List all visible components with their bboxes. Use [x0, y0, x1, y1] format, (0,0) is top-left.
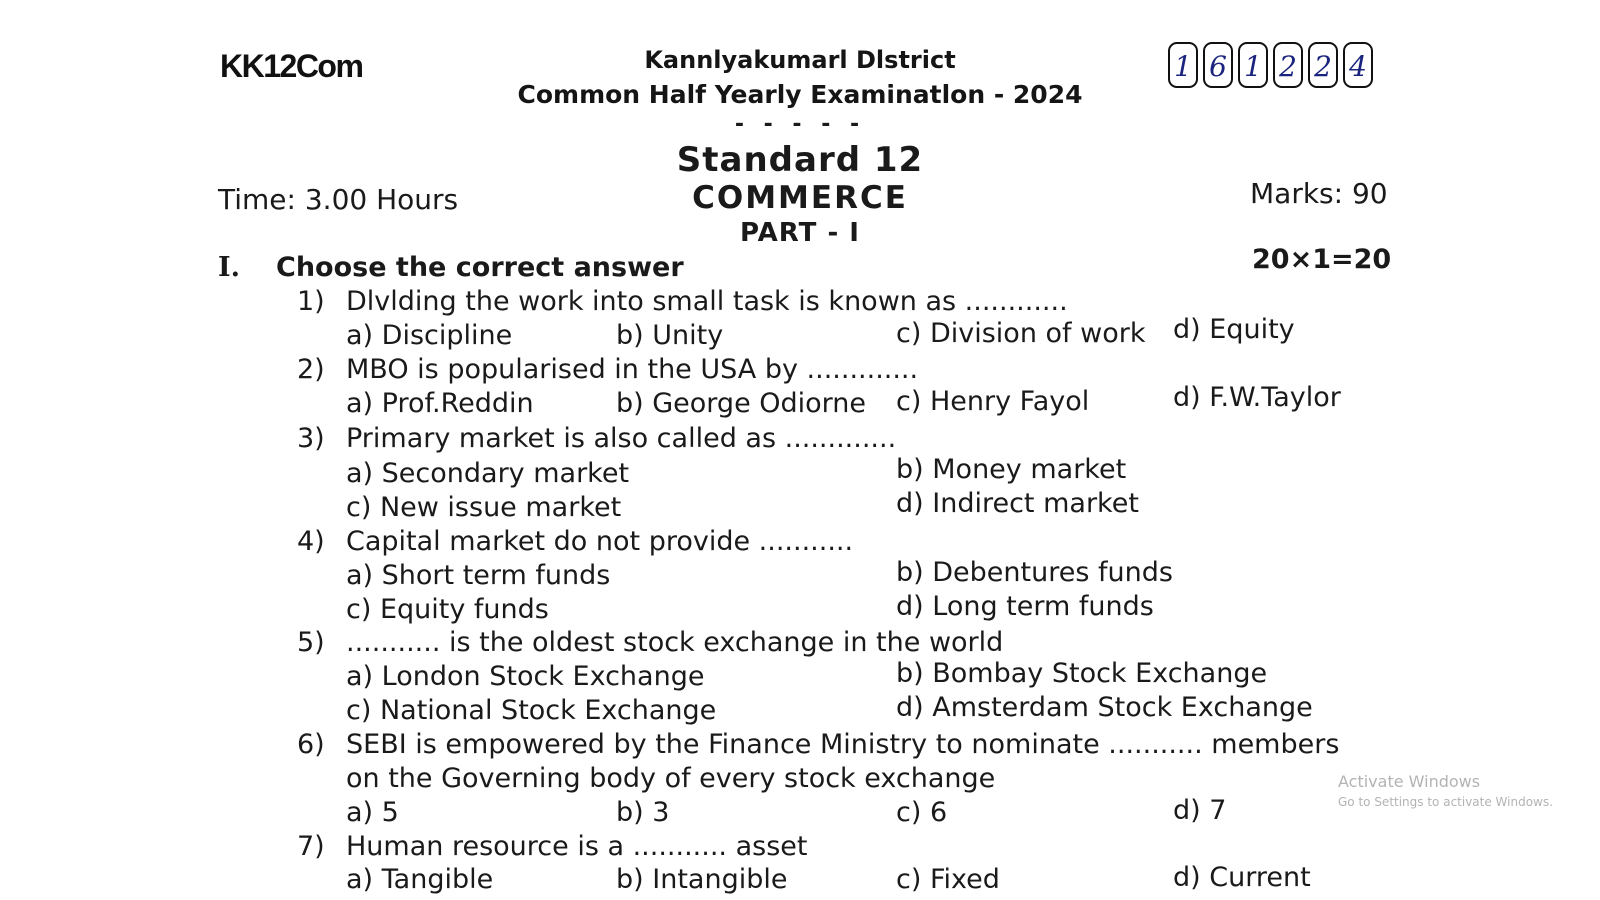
- paper-code-digit: 6: [1203, 42, 1233, 88]
- standard-heading: Standard 12: [676, 140, 924, 180]
- exam-duration: Time: 3.00 Hours: [218, 183, 459, 216]
- option-c: c) 6: [896, 797, 948, 828]
- question-number: 2): [297, 354, 325, 385]
- option-d: d) F.W.Taylor: [1173, 382, 1341, 413]
- question-text: ........... is the oldest stock exchange in the world: [346, 627, 1004, 658]
- question-number: 4): [297, 526, 325, 557]
- option-c: c) New issue market: [346, 492, 622, 523]
- paper-code-digit: 4: [1343, 42, 1373, 88]
- exam-heading: Common Half Yearly Examinatlon - 2024: [517, 80, 1083, 109]
- option-d: d) Indirect market: [896, 488, 1139, 519]
- question-text-continued: on the Governing body of every stock exchange: [346, 763, 996, 794]
- paper-code-digit: 1: [1238, 42, 1268, 88]
- option-a: a) Discipline: [346, 320, 513, 351]
- option-a: a) London Stock Exchange: [346, 661, 705, 692]
- option-b: b) Debentures funds: [896, 557, 1173, 588]
- marking-scheme: 20×1=20: [1252, 244, 1392, 275]
- question-number: 3): [297, 423, 325, 454]
- paper-code-digit: 1: [1168, 42, 1198, 88]
- option-c: c) National Stock Exchange: [346, 695, 717, 726]
- option-b: b) 3: [616, 797, 670, 828]
- option-d: d) Equity: [1173, 314, 1295, 345]
- question-text: Capital market do not provide ...........: [346, 526, 854, 557]
- section-number: I.: [218, 252, 241, 283]
- question-text: MBO is popularised in the USA by .............: [346, 354, 919, 385]
- activate-windows-subtitle: Go to Settings to activate Windows.: [1338, 795, 1553, 809]
- option-b: b) George Odiorne: [616, 388, 867, 419]
- header-separator: - - - - -: [734, 112, 866, 137]
- subject-heading: COMMERCE: [692, 180, 908, 216]
- question-number: 1): [297, 286, 325, 317]
- option-a: a) Prof.Reddin: [346, 388, 534, 419]
- question-text: SEBI is empowered by the Finance Ministry to nominate ........... members: [346, 729, 1340, 760]
- option-b: b) Bombay Stock Exchange: [896, 658, 1268, 689]
- option-c: c) Henry Fayol: [896, 386, 1090, 417]
- option-b: b) Intangible: [616, 864, 788, 895]
- paper-code-digit: 2: [1273, 42, 1303, 88]
- option-a: a) Secondary market: [346, 458, 630, 489]
- option-d: d) Long term funds: [896, 591, 1154, 622]
- part-heading: PART - I: [740, 218, 860, 248]
- question-text: Human resource is a ........... asset: [346, 831, 808, 862]
- option-d: d) Current: [1173, 862, 1311, 893]
- district-heading: Kannlyakumarl Dlstrict: [644, 46, 956, 74]
- option-b: b) Money market: [896, 454, 1127, 485]
- option-d: d) 7: [1173, 795, 1227, 826]
- paper-code-boxes: [1168, 42, 1373, 88]
- option-a: a) Tangible: [346, 864, 494, 895]
- option-a: a) Short term funds: [346, 560, 611, 591]
- question-number: 7): [297, 831, 325, 862]
- question-number: 5): [297, 627, 325, 658]
- total-marks: Marks: 90: [1250, 177, 1388, 210]
- option-a: a) 5: [346, 797, 399, 828]
- activate-windows-title: Activate Windows: [1338, 772, 1481, 791]
- option-c: c) Equity funds: [346, 594, 549, 625]
- option-b: b) Unity: [616, 320, 724, 351]
- question-text: Primary market is also called as .............: [346, 423, 897, 454]
- option-c: c) Division of work: [896, 318, 1146, 349]
- paper-code-digit: 2: [1308, 42, 1338, 88]
- question-text: Dlvlding the work into small task is known as ............: [346, 286, 1068, 317]
- site-logo: KK12Com: [220, 48, 363, 84]
- question-number: 6): [297, 729, 325, 760]
- option-d: d) Amsterdam Stock Exchange: [896, 692, 1313, 723]
- option-c: c) Fixed: [896, 864, 1000, 895]
- section-title: Choose the correct answer: [276, 252, 684, 283]
